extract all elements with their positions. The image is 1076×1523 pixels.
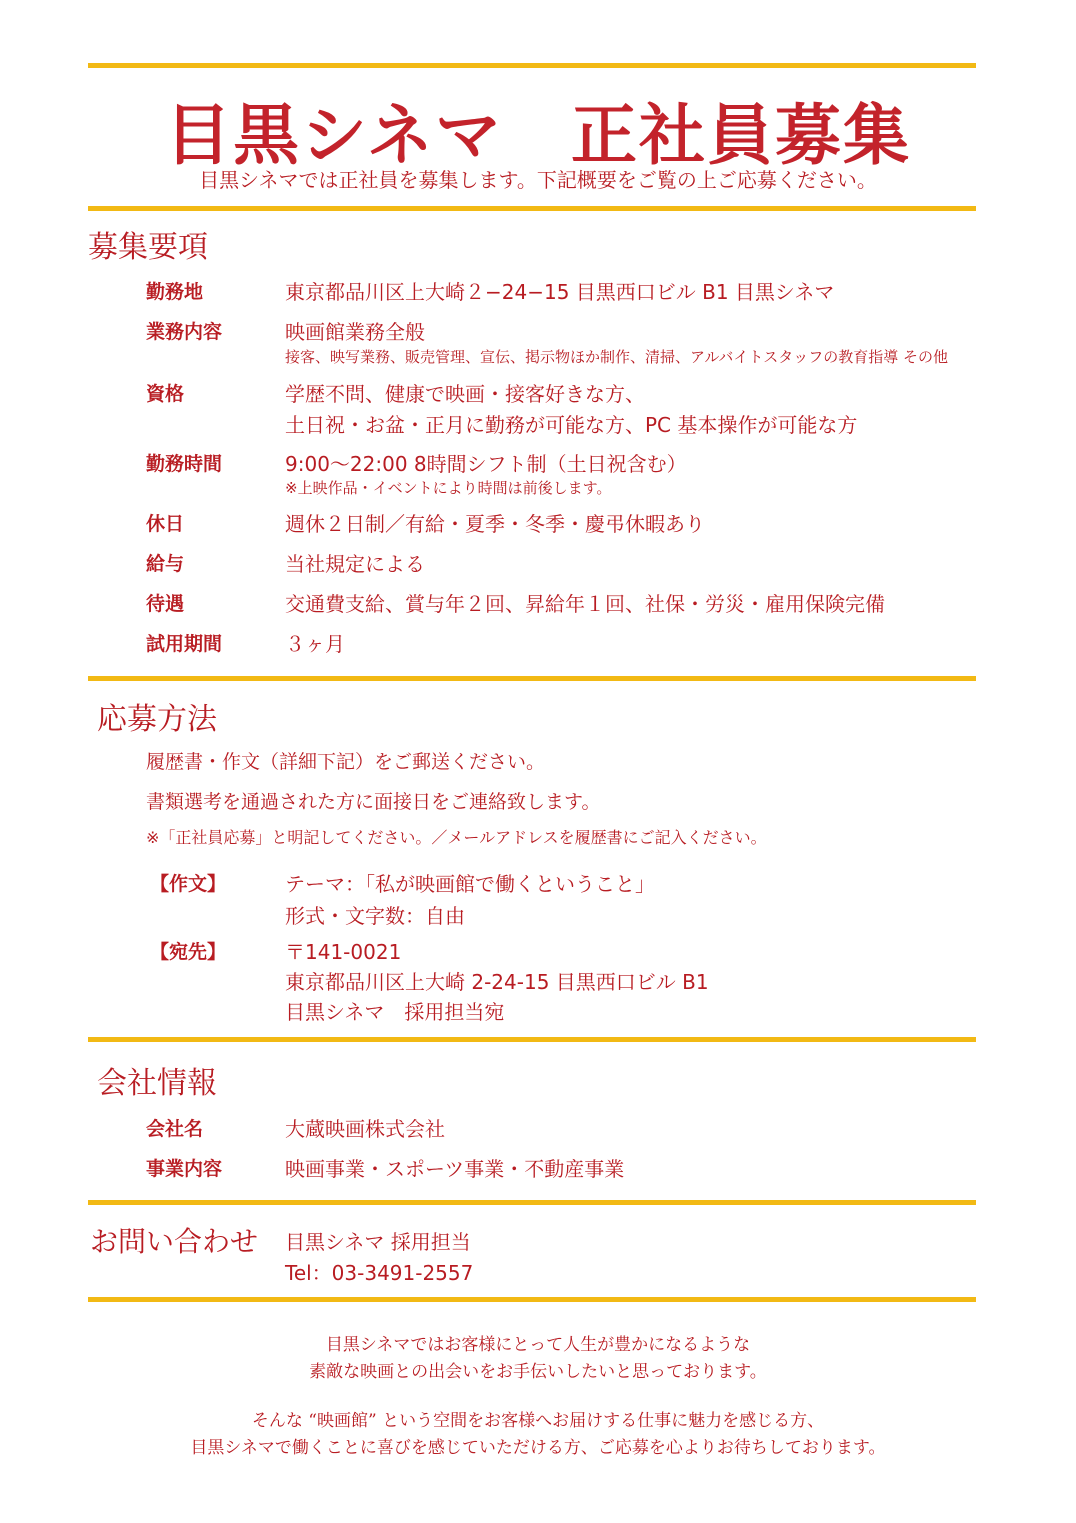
label-salary: 給与 <box>146 553 185 575</box>
value-qualification: 学歴不問、健康で映画・接客好きな方、 <box>285 382 645 406</box>
label-business: 事業内容 <box>146 1158 223 1180</box>
label-trial: 試用期間 <box>146 633 223 655</box>
label-duties: 業務内容 <box>146 321 223 343</box>
divider <box>88 1297 976 1302</box>
address-line: 目黒シネマ 採用担当宛 <box>285 1000 505 1024</box>
label-hours: 勤務時間 <box>146 453 223 475</box>
value-business: 映画事業・スポーツ事業・不動産事業 <box>285 1157 625 1181</box>
top-rule <box>88 63 976 68</box>
contact-tel: Tel：03-3491-2557 <box>285 1261 474 1285</box>
divider <box>88 1200 976 1205</box>
label-holidays: 休日 <box>146 513 185 535</box>
note-duties: 接客、映写業務、販売管理、宣伝、掲示物ほか制作、清掃、アルバイトスタッフの教育指導 その他 <box>285 348 948 366</box>
label-workplace: 勤務地 <box>146 281 204 303</box>
closing-line: 目黒シネマで働くことに喜びを感じていただける方、ご応募を心よりお待ちしております。 <box>190 1438 886 1458</box>
divider <box>88 676 976 681</box>
contact-name: 目黒シネマ 採用担当 <box>285 1230 471 1254</box>
value-benefits: 交通費支給、賞与年２回、昇給年１回、社保・労災・雇用保険完備 <box>285 592 885 616</box>
value-qualification-2: 土日祝・お盆・正月に勤務が可能な方、PC 基本操作が可能な方 <box>285 413 858 437</box>
closing-line: 目黒シネマではお客様にとって人生が豊かになるような <box>325 1335 751 1355</box>
label-benefits: 待遇 <box>146 593 185 615</box>
contact-heading: お問い合わせ <box>90 1225 259 1258</box>
label-address: 【宛先】 <box>150 941 227 963</box>
label-company-name: 会社名 <box>146 1118 204 1140</box>
application-note: ※「正社員応募」と明記してください。／メールアドレスを履歴書にご記入ください。 <box>146 828 767 847</box>
address-line: 東京都品川区上大崎 2-24-15 目黒西口ビル B1 <box>285 970 709 994</box>
application-line: 履歴書・作文（詳細下記）をご郵送ください。 <box>146 751 546 773</box>
recruitment-heading: 募集要項 <box>88 230 208 265</box>
divider <box>88 206 976 211</box>
value-hours: 9:00〜22:00 8時間シフト制（土日祝含む） <box>285 452 687 476</box>
company-heading: 会社情報 <box>97 1066 217 1101</box>
label-essay: 【作文】 <box>150 873 227 895</box>
note-hours: ※上映作品・イベントにより時間は前後します。 <box>285 479 612 497</box>
value-duties: 映画館業務全般 <box>285 320 425 344</box>
page-subtitle: 目黒シネマでは正社員を募集します。下記概要をご覧の上ご応募ください。 <box>199 168 877 192</box>
value-holidays: 週休２日制／有給・夏季・冬季・慶弔休暇あり <box>285 512 705 536</box>
value-trial: ３ヶ月 <box>285 632 345 656</box>
value-salary: 当社規定による <box>285 552 425 576</box>
closing-line: そんな “映画館” という空間をお客様へお届けする仕事に魅力を感じる方、 <box>251 1411 825 1431</box>
divider <box>88 1037 976 1042</box>
essay-theme: テーマ：「私が映画館で働くということ」 <box>285 872 655 896</box>
essay-format: 形式・文字数：自由 <box>285 904 465 928</box>
value-workplace: 東京都品川区上大崎２−24−15 目黒西口ビル B1 目黒シネマ <box>285 280 835 304</box>
page-title: 目黒シネマ 正社員募集 <box>164 96 912 174</box>
application-heading: 応募方法 <box>97 702 217 737</box>
value-company-name: 大蔵映画株式会社 <box>285 1117 445 1141</box>
closing-line: 素敵な映画との出会いをお手伝いしたいと思っております。 <box>309 1362 767 1382</box>
label-qualification: 資格 <box>146 383 185 405</box>
address-postal: 〒141-0021 <box>285 940 402 964</box>
application-line: 書類選考を通過された方に面接日をご連絡致します。 <box>146 791 601 813</box>
